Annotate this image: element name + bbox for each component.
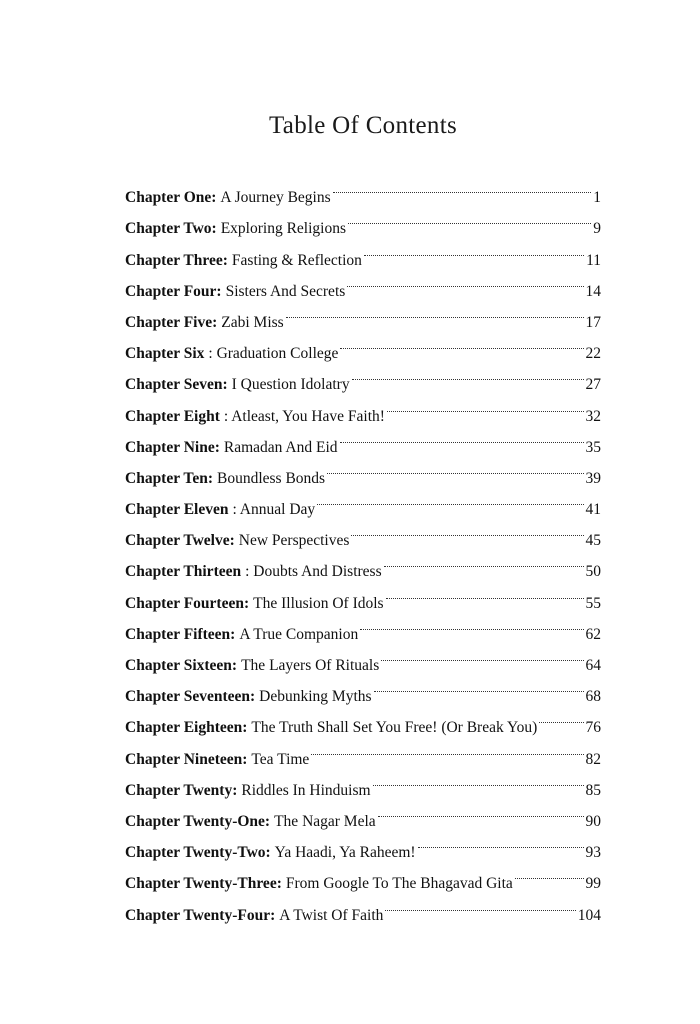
- dot-leader: [347, 265, 583, 296]
- chapter-title: I Question Idolatry: [231, 376, 350, 394]
- dot-leader: [351, 514, 583, 545]
- chapter-title: Exploring Religions: [220, 220, 347, 238]
- chapter-title: : Doubts And Distress: [245, 563, 382, 581]
- chapter-title: Fasting & Reflection: [231, 251, 362, 269]
- chapter-title: Riddles In Hinduism: [241, 781, 371, 799]
- chapter-label: Chapter Eighteen:: [125, 719, 248, 737]
- page-number: 104: [577, 906, 601, 924]
- page-number: 22: [585, 345, 601, 363]
- dot-leader: [360, 608, 583, 639]
- chapter-label: Chapter Fifteen:: [125, 625, 236, 643]
- chapter-title: The Illusion Of Idols: [253, 594, 384, 612]
- chapter-title: Tea Time: [251, 750, 310, 768]
- chapter-label: Chapter Twenty-Two:: [125, 844, 271, 862]
- page-number: 68: [585, 688, 601, 706]
- chapter-title: A True Companion: [239, 625, 359, 643]
- dot-leader: [386, 576, 584, 607]
- page-number: 55: [585, 594, 601, 612]
- chapter-title: New Perspectives: [238, 532, 350, 550]
- toc-entry: [125, 171, 601, 207]
- dot-leader: [385, 888, 575, 919]
- dot-leader: [378, 795, 584, 826]
- chapter-title: The Truth Shall Set You Free! (Or Break You): [251, 719, 538, 737]
- chapter-label: Chapter Twenty-Four:: [125, 906, 276, 924]
- chapter-label: Chapter Six: [125, 345, 205, 363]
- chapter-title: The Nagar Mela: [274, 812, 376, 830]
- dot-leader: [515, 857, 584, 888]
- chapter-title: Sisters And Secrets: [225, 282, 346, 300]
- dot-leader: [373, 764, 584, 795]
- page-number: 76: [585, 719, 601, 737]
- dot-leader: [333, 171, 592, 202]
- chapter-label: Chapter Five:: [125, 313, 218, 331]
- chapter-title: Boundless Bonds: [217, 469, 326, 487]
- chapter-title: : Annual Day: [232, 501, 316, 519]
- dot-leader: [311, 732, 583, 763]
- chapter-title: Zabi Miss: [221, 313, 284, 331]
- page-number: 50: [585, 563, 601, 581]
- page-number: 1: [593, 189, 601, 207]
- page-number: 32: [585, 407, 601, 425]
- dot-leader: [340, 327, 583, 358]
- dot-leader: [327, 452, 583, 483]
- chapter-label: Chapter Four:: [125, 282, 222, 300]
- dot-leader: [381, 639, 583, 670]
- chapter-label: Chapter Fourteen:: [125, 594, 250, 612]
- page-number: 62: [585, 625, 601, 643]
- page-number: 64: [585, 657, 601, 674]
- page-title: Table Of Contents: [268, 112, 458, 139]
- page-number: 45: [585, 532, 601, 550]
- chapter-title: From Google To The Bhagavad Gita: [285, 875, 513, 893]
- chapter-title: : Atleast, You Have Faith!: [223, 407, 385, 425]
- page-number: 27: [585, 376, 601, 394]
- chapter-label: Chapter Eleven: [125, 501, 229, 519]
- page-number: 99: [585, 875, 601, 893]
- dot-leader: [286, 296, 584, 327]
- chapter-label: Chapter Sixteen:: [125, 657, 238, 674]
- dot-leader: [539, 701, 583, 732]
- chapter-label: Chapter Thirteen: [125, 563, 242, 581]
- dot-leader: [384, 545, 584, 576]
- chapter-title: Ya Haadi, Ya Raheem!: [274, 844, 416, 862]
- page-number: 11: [586, 251, 601, 269]
- chapter-label: Chapter Three:: [125, 251, 228, 269]
- chapter-title: A Journey Begins: [220, 189, 331, 207]
- chapter-label: Chapter Nineteen:: [125, 750, 248, 768]
- chapter-label: Chapter Seventeen:: [125, 688, 256, 706]
- page-number: 41: [585, 501, 601, 519]
- page-number: 17: [585, 313, 601, 331]
- chapter-label: Chapter Ten:: [125, 469, 213, 487]
- chapter-title: A Twist Of Faith: [279, 906, 384, 924]
- dot-leader: [352, 358, 584, 389]
- dot-leader: [418, 826, 584, 857]
- page-number: 93: [585, 844, 601, 862]
- dot-leader: [374, 670, 584, 701]
- page-number: 82: [585, 750, 601, 768]
- page-number: 14: [585, 282, 601, 300]
- chapter-title: Ramadan And Eid: [223, 438, 338, 456]
- chapter-label: Chapter Eight: [125, 407, 220, 425]
- chapter-label: Chapter Twenty:: [125, 781, 238, 799]
- chapter-label: Chapter Twenty-One:: [125, 812, 271, 830]
- chapter-label: Chapter Seven:: [125, 376, 228, 394]
- dot-leader: [387, 389, 584, 420]
- page-number: 35: [585, 438, 601, 456]
- chapter-label: Chapter Nine:: [125, 438, 220, 456]
- dot-leader: [340, 421, 584, 452]
- chapter-title: Debunking Myths: [259, 688, 372, 706]
- page-number: 90: [585, 812, 601, 830]
- chapter-label: Chapter Twenty-Three:: [125, 875, 282, 893]
- page-number: 39: [585, 469, 601, 487]
- page-number: 9: [593, 220, 601, 238]
- chapter-label: Chapter Two:: [125, 220, 217, 238]
- dot-leader: [317, 483, 583, 514]
- chapter-label: Chapter Twelve:: [125, 532, 235, 550]
- toc-list: [125, 171, 601, 924]
- chapter-title: : Graduation College: [208, 345, 339, 363]
- chapter-label: Chapter One:: [125, 189, 217, 207]
- chapter-title: The Layers Of Rituals: [241, 657, 380, 674]
- dot-leader: [348, 202, 591, 233]
- page-number: 85: [585, 781, 601, 799]
- dot-leader: [364, 233, 584, 264]
